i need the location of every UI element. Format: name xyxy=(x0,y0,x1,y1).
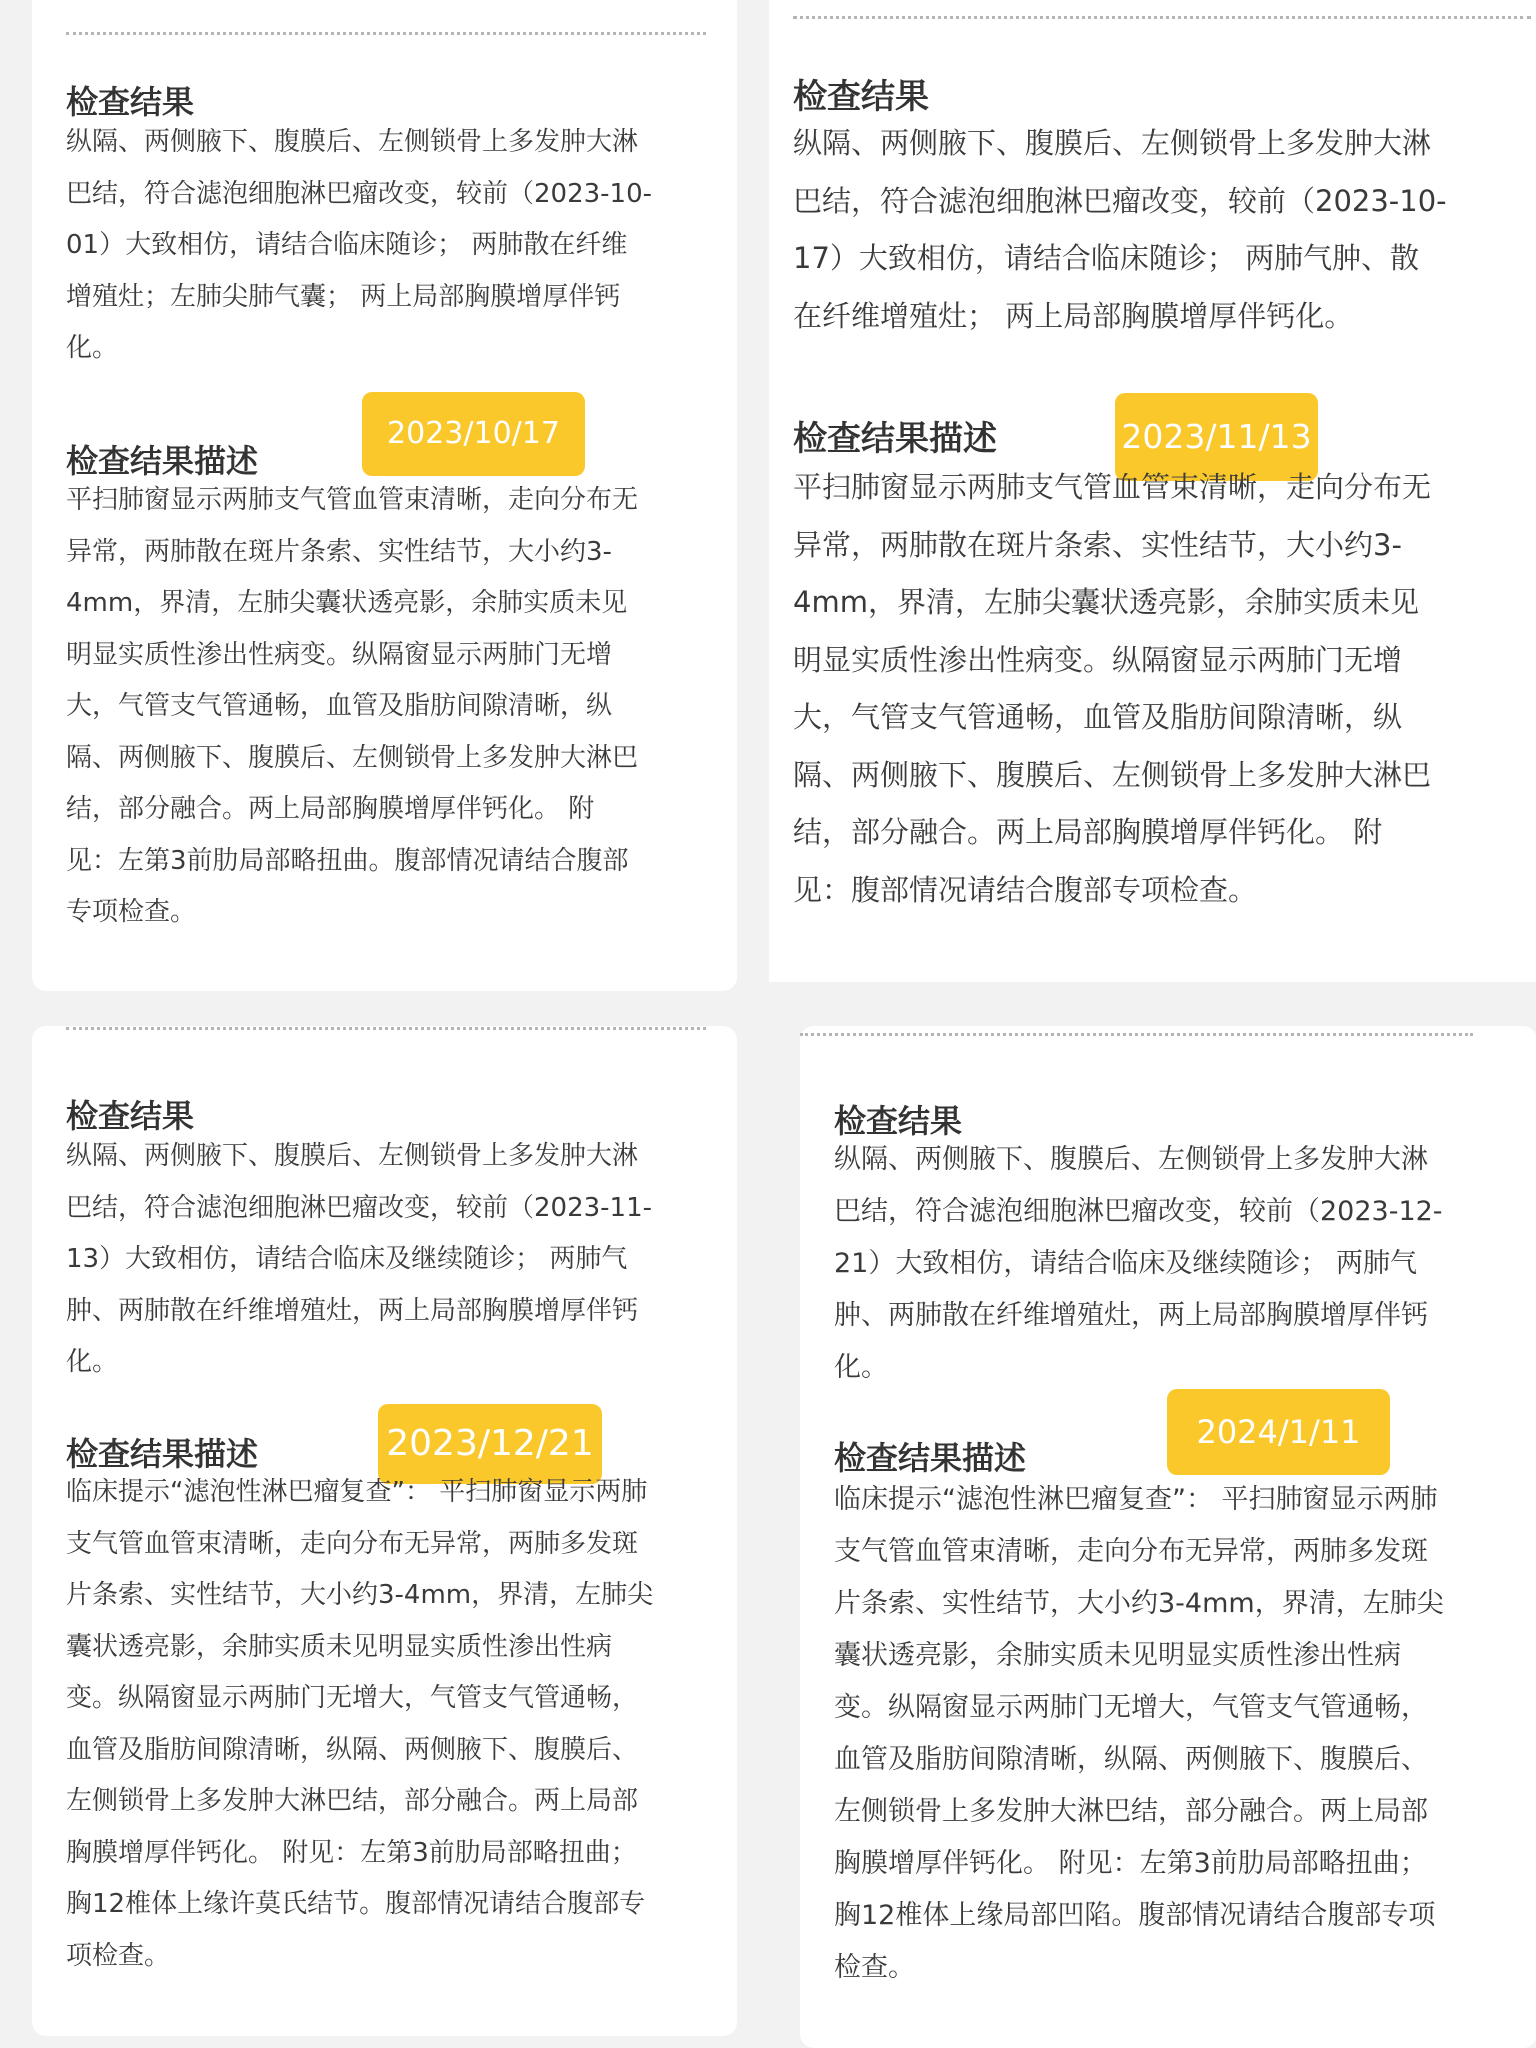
result-line: 在纤维增殖灶； 两上局部胸膜增厚伴钙化。 xyxy=(793,298,1354,333)
dotted-divider xyxy=(66,1027,706,1030)
description-heading: 检查结果描述 xyxy=(66,442,259,480)
result-heading: 检查结果 xyxy=(66,1097,195,1135)
result-line: 巴结，符合滤泡细胞淋巴瘤改变，较前（2023-11- xyxy=(66,1192,653,1223)
description-line: 胸12椎体上缘局部凹陷。腹部情况请结合腹部专项 xyxy=(834,1900,1436,1931)
description-line: 平扫肺窗显示两肺支气管血管束清晰，走向分布无 xyxy=(66,485,639,515)
description-line: 临床提示“滤泡性淋巴瘤复查”： 平扫肺窗显示两肺 xyxy=(834,1484,1438,1515)
description-text xyxy=(793,459,1431,919)
description-line: 左侧锁骨上多发肿大淋巴结，部分融合。两上局部 xyxy=(66,1786,639,1816)
description-text xyxy=(66,475,638,939)
description-line: 临床提示“滤泡性淋巴瘤复查”： 平扫肺窗显示两肺 xyxy=(66,1477,648,1507)
description-line: 检查。 xyxy=(834,1952,915,1983)
description-line: 左侧锁骨上多发肿大淋巴结，部分融合。两上局部 xyxy=(834,1796,1428,1827)
result-line: 01）大致相仿，请结合临床随诊； 两肺散在纤维 xyxy=(66,230,628,260)
date-badge: 2024/1/11 xyxy=(1167,1389,1390,1475)
description-line: 项检查。 xyxy=(66,1940,171,1971)
result-text xyxy=(66,1131,652,1389)
dotted-divider xyxy=(66,32,706,35)
description-heading: 检查结果描述 xyxy=(834,1439,1027,1477)
description-line: 结，部分融合。两上局部胸膜增厚伴钙化。 附 xyxy=(793,815,1383,849)
description-line: 囊状透亮影，余肺实质未见明显实质性渗出性病 xyxy=(66,1631,613,1662)
description-line: 血管及脂肪间隙清晰，纵隔、两侧腋下、腹膜后、 xyxy=(834,1744,1428,1775)
description-line: 胸膜增厚伴钙化。 附见：左第3前肋局部略扭曲； xyxy=(66,1837,637,1868)
description-line: 变。纵隔窗显示两肺门无增大，气管支气管通畅， xyxy=(834,1692,1428,1723)
description-line: 异常，两肺散在斑片条索、实性结节，大小约3- xyxy=(66,536,612,567)
result-line: 17）大致相仿，请结合临床随诊； 两肺气肿、散 xyxy=(793,241,1420,275)
report-card-2023-11-13 xyxy=(769,0,1536,982)
result-line: 化。 xyxy=(66,1347,119,1377)
result-line: 21）大致相仿，请结合临床及继续随诊； 两肺气 xyxy=(834,1248,1417,1279)
description-line: 明显实质性渗出性病变。纵隔窗显示两肺门无增 xyxy=(793,642,1403,677)
dotted-divider xyxy=(793,16,1531,19)
result-text xyxy=(66,117,652,375)
result-line: 肿、两肺散在纤维增殖灶，两上局部胸膜增厚伴钙 xyxy=(66,1295,639,1326)
dotted-divider xyxy=(800,1033,1473,1036)
description-line: 胸膜增厚伴钙化。 附见：左第3前肋局部略扭曲； xyxy=(834,1848,1427,1879)
date-badge: 2023/10/17 xyxy=(362,392,585,476)
description-line: 隔、两侧腋下、腹膜后、左侧锁骨上多发肿大淋巴 xyxy=(793,757,1432,792)
result-line: 13）大致相仿，请结合临床及继续随诊； 两肺气 xyxy=(66,1244,628,1274)
report-card-2023-12-21 xyxy=(32,1026,737,2036)
description-line: 4mm，界清，左肺尖囊状透亮影，余肺实质未见 xyxy=(793,585,1419,619)
result-line: 化。 xyxy=(66,333,119,363)
description-line: 血管及脂肪间隙清晰，纵隔、两侧腋下、腹膜后、 xyxy=(66,1734,639,1765)
description-heading: 检查结果描述 xyxy=(793,419,997,459)
description-line: 片条索、实性结节，大小约3-4mm，界清，左肺尖 xyxy=(66,1580,654,1610)
description-line: 隔、两侧腋下、腹膜后、左侧锁骨上多发肿大淋巴 xyxy=(66,742,639,773)
description-line: 变。纵隔窗显示两肺门无增大，气管支气管通畅， xyxy=(66,1683,639,1713)
result-line: 巴结，符合滤泡细胞淋巴瘤改变，较前（2023-10- xyxy=(66,178,653,209)
result-line: 增殖灶；左肺尖肺气囊； 两上局部胸膜增厚伴钙 xyxy=(66,281,621,312)
result-line: 纵隔、两侧腋下、腹膜后、左侧锁骨上多发肿大淋 xyxy=(66,127,639,157)
result-heading: 检查结果 xyxy=(834,1102,963,1140)
report-card-2023-10-17 xyxy=(32,0,737,991)
description-line: 支气管血管束清晰，走向分布无异常，两肺多发斑 xyxy=(66,1528,639,1559)
result-line: 巴结，符合滤泡细胞淋巴瘤改变，较前（2023-12- xyxy=(834,1196,1443,1227)
description-line: 大，气管支气管通畅，血管及脂肪间隙清晰，纵 xyxy=(793,700,1403,734)
description-line: 异常，两肺散在斑片条索、实性结节，大小约3- xyxy=(793,527,1402,562)
result-line: 化。 xyxy=(834,1352,888,1383)
result-line: 肿、两肺散在纤维增殖灶，两上局部胸膜增厚伴钙 xyxy=(834,1300,1428,1331)
result-line: 纵隔、两侧腋下、腹膜后、左侧锁骨上多发肿大淋 xyxy=(793,126,1432,160)
description-line: 囊状透亮影，余肺实质未见明显实质性渗出性病 xyxy=(834,1640,1401,1671)
description-line: 大，气管支气管通畅，血管及脂肪间隙清晰，纵 xyxy=(66,691,613,721)
result-heading: 检查结果 xyxy=(66,83,195,121)
description-heading: 检查结果描述 xyxy=(66,1435,259,1473)
result-heading: 检查结果 xyxy=(793,77,929,117)
date-badge: 2023/11/13 xyxy=(1115,393,1318,481)
description-line: 胸12椎体上缘许莫氏结节。腹部情况请结合腹部专 xyxy=(66,1889,646,1919)
description-text xyxy=(834,1474,1444,1994)
result-line: 纵隔、两侧腋下、腹膜后、左侧锁骨上多发肿大淋 xyxy=(834,1144,1428,1175)
report-card-2024-1-11 xyxy=(800,1026,1536,2048)
date-badge: 2023/12/21 xyxy=(378,1404,602,1484)
description-line: 支气管血管束清晰，走向分布无异常，两肺多发斑 xyxy=(834,1536,1428,1567)
description-line: 平扫肺窗显示两肺支气管血管束清晰，走向分布无 xyxy=(793,470,1432,504)
result-line: 巴结，符合滤泡细胞淋巴瘤改变，较前（2023-10- xyxy=(793,183,1447,218)
result-text xyxy=(793,115,1447,345)
description-text xyxy=(66,1467,653,1982)
description-line: 明显实质性渗出性病变。纵隔窗显示两肺门无增 xyxy=(66,639,613,670)
result-line: 纵隔、两侧腋下、腹膜后、左侧锁骨上多发肿大淋 xyxy=(66,1141,639,1171)
description-line: 见：腹部情况请结合腹部专项检查。 xyxy=(793,872,1258,907)
result-text xyxy=(834,1134,1443,1394)
description-line: 4mm，界清，左肺尖囊状透亮影，余肺实质未见 xyxy=(66,588,628,618)
description-line: 片条索、实性结节，大小约3-4mm，界清，左肺尖 xyxy=(834,1588,1444,1619)
description-line: 见：左第3前肋局部略扭曲。腹部情况请结合腹部 xyxy=(66,845,629,876)
description-line: 专项检查。 xyxy=(66,897,197,927)
description-line: 结，部分融合。两上局部胸膜增厚伴钙化。 附 xyxy=(66,794,595,824)
